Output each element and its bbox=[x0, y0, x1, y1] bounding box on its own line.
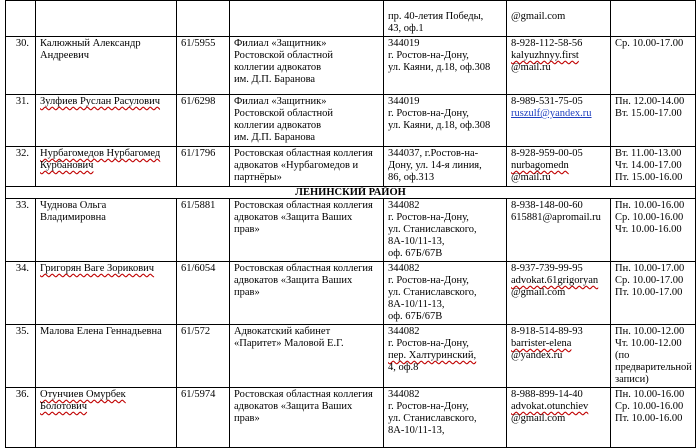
table-row bbox=[6, 95, 696, 147]
name-line: Чуднова Ольга bbox=[40, 200, 107, 211]
org-line: Ростовская областная коллегия bbox=[234, 148, 373, 159]
cell-org bbox=[230, 388, 384, 448]
hours-line: Пн. 10.00-16.00 bbox=[615, 200, 685, 211]
email-line: @gmail.com bbox=[511, 287, 566, 298]
row-number: 34. bbox=[6, 262, 36, 325]
hours-line: Пт. 15.00-16.00 bbox=[615, 172, 683, 183]
org-line: прав» bbox=[234, 224, 260, 235]
table-row-continued bbox=[6, 1, 696, 37]
address-line: оф. 67Б/67В bbox=[388, 248, 443, 259]
org-line: адвокатов «Защита Ваших bbox=[234, 401, 353, 412]
name-line: Болотович bbox=[40, 401, 88, 412]
email-line: barrister-elena bbox=[511, 338, 572, 349]
address-line: ул. Станиславского, bbox=[388, 287, 477, 298]
cell-org bbox=[230, 262, 384, 325]
org-line: им. Д.П. Баранова bbox=[234, 132, 316, 143]
cell-address bbox=[384, 325, 507, 388]
hours-line: Чт. 14.00-17.00 bbox=[615, 160, 682, 171]
address-line: ул. Станиславского, bbox=[388, 413, 477, 424]
row-number: 35. bbox=[6, 325, 36, 388]
email-line: advokat.otunchiev bbox=[511, 401, 589, 412]
hours-line: Пн. 12.00-14.00 bbox=[615, 96, 685, 107]
name-line: Калюжный Александр bbox=[40, 38, 141, 49]
name-line: Отунчиев Омурбек bbox=[40, 389, 126, 400]
org-line: адвокатов «Защита Ваших bbox=[234, 212, 353, 223]
address-line: ул. Каяни, д.18, оф.308 bbox=[388, 62, 491, 73]
cell-reg: 61/5974 bbox=[177, 388, 230, 448]
cell-org bbox=[230, 1, 384, 37]
cell-name bbox=[36, 147, 177, 187]
address-line: 8А-10/11-13, bbox=[388, 425, 445, 436]
cell-hours bbox=[611, 95, 696, 147]
hours-line: Пн. 10.00-16.00 bbox=[615, 389, 685, 400]
email-line: @gmail.com bbox=[511, 413, 566, 424]
address-line: ул. Каяни, д.18, оф.308 bbox=[388, 120, 491, 131]
org-line: партнёры» bbox=[234, 172, 282, 183]
table-row bbox=[6, 388, 696, 448]
address-line: пер. Халтуринский, bbox=[388, 350, 477, 361]
org-line: им. Д.П. Баранова bbox=[234, 74, 316, 85]
row-number: 30. bbox=[6, 37, 36, 95]
cell-reg: 61/6298 bbox=[177, 95, 230, 147]
org-line: Ростовская областная коллегия bbox=[234, 200, 373, 211]
row-number: 33. bbox=[6, 199, 36, 262]
cell-contacts bbox=[507, 37, 611, 95]
cell-name bbox=[36, 199, 177, 262]
hours-line: Чт. 10.00-12.00 bbox=[615, 338, 682, 349]
email-link[interactable]: ruszulf@yandex.ru bbox=[511, 108, 592, 119]
hours-line: Пн. 10.00-17.00 bbox=[615, 263, 685, 274]
hours-line: записи) bbox=[615, 374, 649, 385]
row-number: 32. bbox=[6, 147, 36, 187]
cell-address bbox=[384, 1, 507, 37]
cell-reg bbox=[177, 1, 230, 37]
table-row bbox=[6, 325, 696, 388]
phone-line: 8-988-899-14-40 bbox=[511, 389, 583, 400]
hours-line: Пн. 10.00-12.00 bbox=[615, 326, 685, 337]
row-number: 31. bbox=[6, 95, 36, 147]
address-line: г. Ростов-на-Дону, bbox=[388, 338, 469, 349]
address-line: г. Ростов-на-Дону, bbox=[388, 212, 469, 223]
name-line: Андреевич bbox=[40, 50, 89, 61]
address-line: 344019 bbox=[388, 38, 420, 49]
email-line: nurbagomedn bbox=[511, 160, 569, 171]
phone-line: 8-938-148-00-60 bbox=[511, 200, 583, 211]
address-line: 344082 bbox=[388, 263, 420, 274]
org-line: Филиал «Защитник» bbox=[234, 38, 327, 49]
address-line: г. Ростов-на-Дону, bbox=[388, 50, 469, 61]
cell-address bbox=[384, 199, 507, 262]
cell-address bbox=[384, 95, 507, 147]
org-line: Ростовской областной bbox=[234, 108, 334, 119]
cell-address bbox=[384, 388, 507, 448]
address-line: 344019 bbox=[388, 96, 420, 107]
hours-line: Пт. 10.00-16.00 bbox=[615, 413, 683, 424]
section-row bbox=[6, 187, 696, 199]
hours-line: Ср. 10.00-17.00 bbox=[615, 38, 684, 49]
org-line: Ростовская областная коллегия bbox=[234, 389, 373, 400]
hours-line: Пт. 10.00-17.00 bbox=[615, 287, 683, 298]
name-line: Нурбагомедов Нурбагомед bbox=[40, 148, 161, 159]
name-line: Зулфиев Руслан Расулович bbox=[40, 96, 161, 107]
address-line: 344037, г.Ростов-на- bbox=[388, 148, 479, 159]
cell-reg: 61/5881 bbox=[177, 199, 230, 262]
address-line: 8А-10/11-13, bbox=[388, 236, 445, 247]
address-line: г. Ростов-на-Дону, bbox=[388, 401, 469, 412]
email-line: @gmail.com bbox=[511, 11, 566, 22]
cell-hours bbox=[611, 147, 696, 187]
hours-line: Ср. 10.00-16.00 bbox=[615, 401, 684, 412]
cell-address bbox=[384, 147, 507, 187]
email-line: 615881@apromail.ru bbox=[511, 212, 601, 223]
cell-name bbox=[36, 325, 177, 388]
address-line: оф. 67Б/67В bbox=[388, 311, 443, 322]
email-line: advokat.61grigoryan bbox=[511, 275, 599, 286]
cell-reg: 61/6054 bbox=[177, 262, 230, 325]
org-line: прав» bbox=[234, 413, 260, 424]
cell-hours bbox=[611, 37, 696, 95]
address-line: 8А-10/11-13, bbox=[388, 299, 445, 310]
address-line: 344082 bbox=[388, 326, 420, 337]
table-row bbox=[6, 37, 696, 95]
org-line: Ростовская областная коллегия bbox=[234, 263, 373, 274]
lawyers-table bbox=[5, 0, 696, 448]
cell-name bbox=[36, 37, 177, 95]
table-row bbox=[6, 262, 696, 325]
address-line: 86, оф.313 bbox=[388, 172, 435, 183]
cell-contacts bbox=[507, 262, 611, 325]
org-line: адвокатов «Нурбагомедов и bbox=[234, 160, 359, 171]
org-line: Ростовской областной bbox=[234, 50, 334, 61]
org-line: коллегии адвокатов bbox=[234, 62, 322, 73]
org-line: прав» bbox=[234, 287, 260, 298]
hours-line: Вт. 15.00-17.00 bbox=[615, 108, 682, 119]
email-line: @mail.ru bbox=[511, 62, 551, 73]
name-line: Григорян Ваге Зорикович bbox=[40, 263, 155, 274]
hours-line: Вт. 11.00-13.00 bbox=[615, 148, 682, 159]
name-line: Владимировна bbox=[40, 212, 106, 223]
table-row bbox=[6, 147, 696, 187]
phone-line: 8-918-514-89-93 bbox=[511, 326, 583, 337]
address-line: Дону, ул. 14-я линия, bbox=[388, 160, 482, 171]
hours-line: (по bbox=[615, 350, 630, 361]
phone-line: 8-989-531-75-05 bbox=[511, 96, 583, 107]
org-line: Адвокатский кабинет bbox=[234, 326, 331, 337]
address-line: 4, оф.8 bbox=[388, 362, 419, 373]
cell-org bbox=[230, 95, 384, 147]
cell-name bbox=[36, 388, 177, 448]
email-line: kalyuzhnyy.first bbox=[511, 50, 579, 61]
cell-org bbox=[230, 199, 384, 262]
cell-hours bbox=[611, 388, 696, 448]
cell-name bbox=[36, 262, 177, 325]
name-line: Малова Елена Геннадьевна bbox=[40, 326, 162, 337]
phone-line: 8-928-112-58-56 bbox=[511, 38, 583, 49]
cell-org bbox=[230, 325, 384, 388]
cell-contacts bbox=[507, 1, 611, 37]
cell-contacts bbox=[507, 147, 611, 187]
email-line: @mail.ru bbox=[511, 172, 551, 183]
section-title: ЛЕНИНСКИЙ РАЙОН bbox=[6, 187, 696, 199]
address-line: 344082 bbox=[388, 389, 420, 400]
address-line: г. Ростов-на-Дону, bbox=[388, 275, 469, 286]
email-line: @yandex.ru bbox=[511, 350, 563, 361]
org-line: адвокатов «Защита Ваших bbox=[234, 275, 353, 286]
row-number: 36. bbox=[6, 388, 36, 448]
hours-line: Чт. 10.00-16.00 bbox=[615, 224, 682, 235]
org-line: коллегии адвокатов bbox=[234, 120, 322, 131]
address-line: пр. 40-летия Победы, bbox=[388, 11, 484, 22]
cell-contacts bbox=[507, 388, 611, 448]
phone-line: 8-928-959-00-05 bbox=[511, 148, 583, 159]
address-line: 344082 bbox=[388, 200, 420, 211]
cell-address bbox=[384, 37, 507, 95]
hours-line: Ср. 10.00-17.00 bbox=[615, 275, 684, 286]
address-line: ул. Станиславского, bbox=[388, 224, 477, 235]
cell-org bbox=[230, 147, 384, 187]
org-line: Филиал «Защитник» bbox=[234, 96, 327, 107]
cell-reg: 61/1796 bbox=[177, 147, 230, 187]
cell-reg: 61/572 bbox=[177, 325, 230, 388]
address-line: 43, оф.1 bbox=[388, 23, 424, 34]
cell-contacts bbox=[507, 199, 611, 262]
org-line: «Паритет» Маловой Е.Г. bbox=[234, 338, 344, 349]
cell-contacts bbox=[507, 95, 611, 147]
cell-reg: 61/5955 bbox=[177, 37, 230, 95]
table-row bbox=[6, 199, 696, 262]
cell-hours bbox=[611, 199, 696, 262]
cell-contacts bbox=[507, 325, 611, 388]
cell-name bbox=[36, 95, 177, 147]
cell-org bbox=[230, 37, 384, 95]
cell-hours bbox=[611, 262, 696, 325]
phone-line: 8-937-739-99-95 bbox=[511, 263, 583, 274]
cell-address bbox=[384, 262, 507, 325]
cell-no bbox=[6, 1, 36, 37]
hours-line: Ср. 10.00-16.00 bbox=[615, 212, 684, 223]
hours-line: предварительной bbox=[615, 362, 692, 373]
cell-hours bbox=[611, 1, 696, 37]
name-line: Курбанович bbox=[40, 160, 94, 171]
cell-hours bbox=[611, 325, 696, 388]
address-line: г. Ростов-на-Дону, bbox=[388, 108, 469, 119]
cell-name bbox=[36, 1, 177, 37]
